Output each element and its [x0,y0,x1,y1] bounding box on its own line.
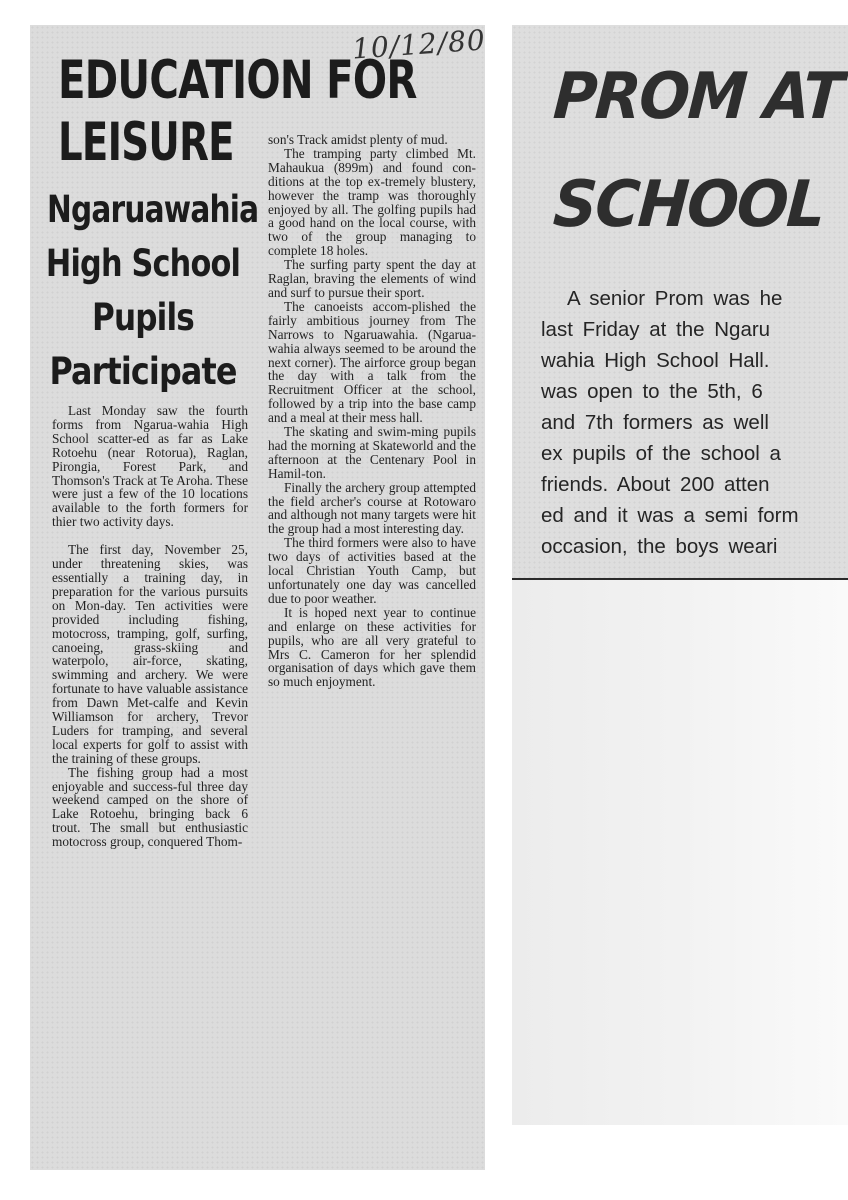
prom-line: was open to the 5th, 6 [541,380,763,403]
prom-line: A senior Prom was he [567,287,783,310]
subheadline-line-3: Pupils [92,296,194,339]
prom-line: last Friday at the Ngaru [541,318,771,341]
paragraph: The tramping party climbed Mt. Mahaukua (899m) and found con-ditions at the top ex-tremely blustery, however the tramp was thoroughly enjoyed by all. The golfing pupils had a good hand on the local course, with two of the group managing to complete 18 holes. [268,145,476,259]
subheadline-line-1: Ngaruawahia [47,188,259,231]
subheadline-line-4: Participate [49,350,237,393]
paragraph: The third formers were also to have two days of activities based at the local Christian Youth Camp, but unfortunately one day was cancelled due to poor weather. [268,535,476,606]
paragraph: It is hoped next year to continue and enlarge on these activities for pupils, who are all very grateful to Mrs C. Cameron for her splendid organisation of days which gave them so much enjoyment. [268,604,476,690]
prom-line: ex pupils of the school a [541,442,781,465]
paragraph: Finally the archery group attempted the field archer's course at Rotowaro and although not many targets were hit the group had a most interesting day. [268,479,476,537]
headline-line-1: EDUCATION FOR [58,50,417,111]
paragraph: The first day, November 25, under threatening skies, was essentially a training day, in preparation for the various pursuits on Mon-day. Ten activities were provided including fishing, motocross, tramping, golf, surfing, canoeing, grass-skiing and waterpolo, air-force, skating, swimming and archery. We were fortunate to have valuable assistance from Dawn Met-calfe and Kevin Williamson for archery, Trevor Luders for tramping, and several local experts for golf to assist with the training of these groups. [52,542,248,766]
prom-line: friends. About 200 atten [541,473,770,496]
prom-line: wahia High School Hall. [541,349,770,372]
handwritten-date: 10/12/80 [351,23,487,66]
article-column-2 [268,133,476,689]
paragraph: The skating and swim-ming pupils had the morning at Skateworld and the afternoon at the Centenary Pool in Hamil-ton. [268,424,476,481]
paragraph: The canoeists accom-plished the fairly ambitious journey from The Narrows to Ngaruawahia. (Ngarua-wahia always seemed to be around the next corner). The airforce group began the day with a talk from the Recruitment Officer at the school, followed by a trip into the base camp and a meal at their mess hall. [268,298,476,426]
clipping-blank-area [512,580,848,1125]
prom-headline-line-2: SCHOOL [551,168,827,242]
prom-headline-line-1: PROM AT [551,60,844,134]
paragraph: The fishing group had a most enjoyable and success-ful three day weekend camped on the shore of Lake Rotoehu, bringing back 6 trout. The small but enthusiastic motocross group, conquered Thom- [52,764,248,850]
prom-article-body [541,283,848,562]
paragraph: son's Track amidst plenty of mud. [268,132,448,147]
headline-line-2: LEISURE [58,112,234,173]
prom-line: and 7th formers as well [541,411,769,434]
prom-line: occasion, the boys weari [541,535,778,558]
article-column-1 [52,404,248,849]
paragraph: Last Monday saw the fourth forms from Ngarua-wahia High School scatter-ed as far as Lake Rotoehu (near Rotorua), Raglan, Pirongia, Forest Park, and Thomson's Track at Te Aroha. These were just a few of the 10 locations available to the forth formers for thier two activity days. [52,403,248,530]
paragraph: The surfing party spent the day at Raglan, braving the elements of wind and surf to pursue their sport. [268,257,476,300]
subheadline-line-2: High School [45,242,241,285]
prom-line: ed and it was a semi form [541,504,799,527]
